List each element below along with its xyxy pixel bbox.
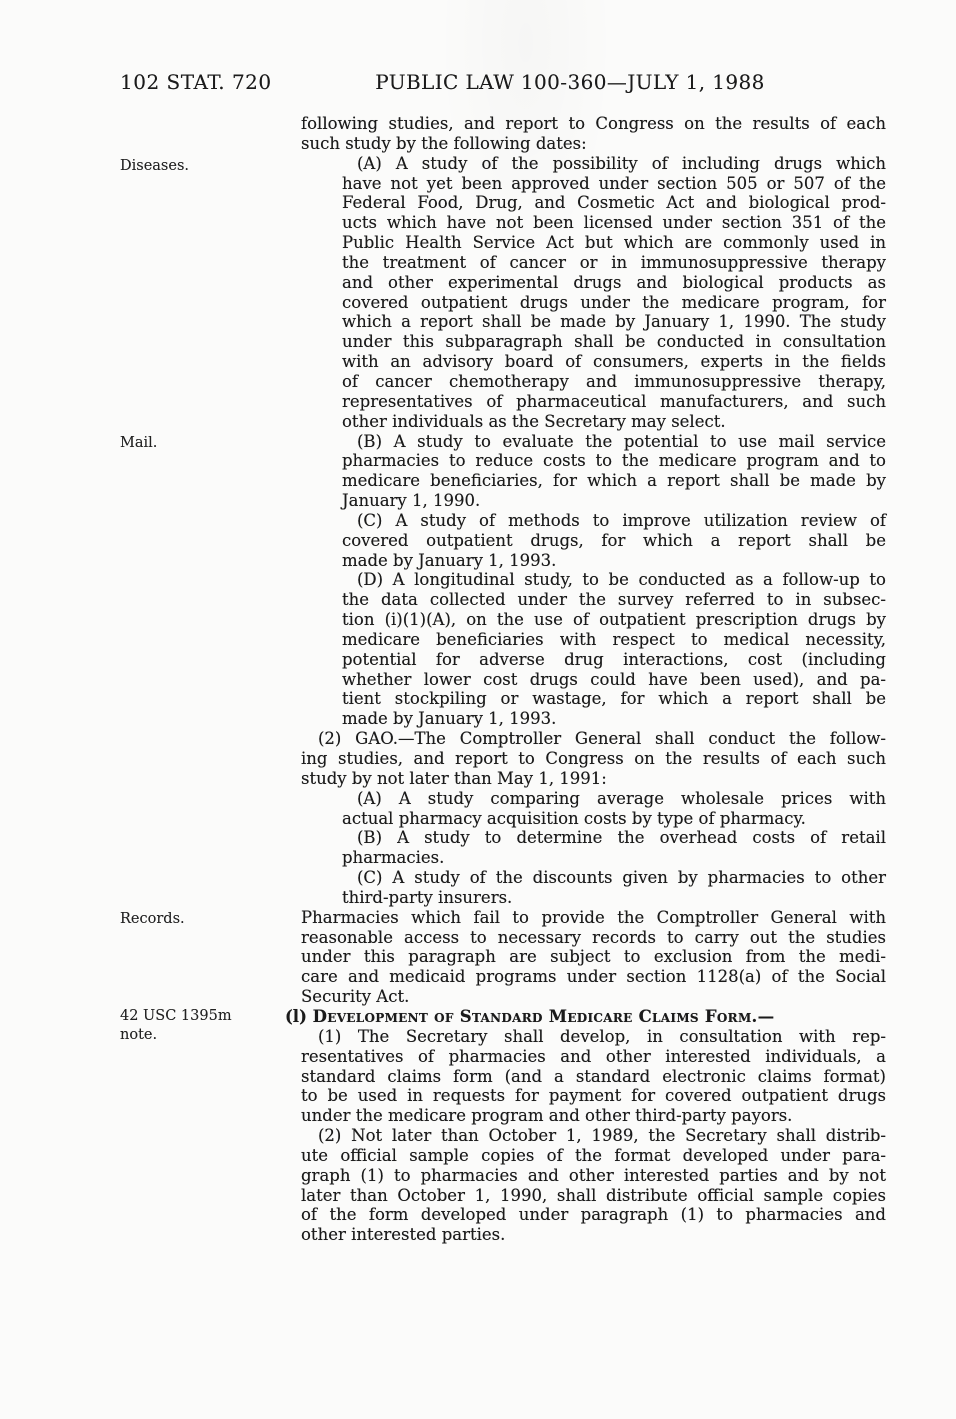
body-line: such study by the following dates:	[301, 133, 587, 153]
heading-line	[285, 1007, 886, 1027]
body-line: standard claims form (and a standard electronic claims format)	[301, 1066, 886, 1086]
body-line: medicare beneficiaries with respect to medical necessity,	[342, 629, 886, 649]
body-line: (1) The Secretary shall develop, in consultation with rep-	[318, 1026, 886, 1046]
subsection-letter: (l)	[285, 1006, 313, 1026]
body-line: January 1, 1990.	[342, 491, 481, 511]
margin-note	[120, 910, 285, 929]
body-line: under the medicare program and other third-party payors.	[301, 1106, 793, 1126]
paragraph	[301, 570, 886, 729]
body-line: the data collected under the survey referred to in subsec-	[342, 590, 886, 610]
paragraph	[301, 908, 886, 1007]
body-line: Public Health Service Act but which are commonly used in	[342, 233, 886, 253]
subsection-heading	[285, 1007, 886, 1027]
margin-note-line: Records.	[120, 911, 185, 927]
body-line: of the form developed under paragraph (1) to pharmacies and	[301, 1205, 886, 1225]
body-line: to be used in requests for payment for covered outpatient drugs	[301, 1086, 886, 1106]
paragraph	[301, 1027, 886, 1126]
body-line: covered outpatient drugs, for which a report shall be	[342, 530, 886, 550]
body-line: later than October 1, 1990, shall distribute official sample copies	[301, 1185, 886, 1205]
body-line: pharmacies to reduce costs to the medicare program and to	[342, 451, 886, 471]
paragraph	[301, 511, 886, 571]
paragraph	[301, 1126, 886, 1245]
body-line: (A) A study comparing average wholesale prices with	[357, 788, 886, 808]
body-line: with an advisory board of consumers, experts in the fields	[342, 352, 886, 372]
body-line: (2) Not later than October 1, 1989, the Secretary shall distrib-	[318, 1126, 886, 1146]
body-line: made by January 1, 1993.	[342, 709, 557, 729]
body-line: reasonable access to necessary records to carry out the studies	[301, 927, 886, 947]
body-line: ing studies, and report to Congress on the results of each such	[301, 749, 886, 768]
body-line: graph (1) to pharmacies and other interested parties and by not	[301, 1165, 886, 1185]
body-line: pharmacies.	[342, 848, 445, 868]
body-line: have not yet been approved under section 505 or 507 of the	[342, 173, 886, 193]
subsection-title: Development of Standard Medicare Claims Form.—	[312, 1006, 775, 1026]
body-line: covered outpatient drugs under the medicare program, for	[342, 292, 886, 312]
margin-note-line: Mail.	[120, 435, 158, 451]
paragraph	[301, 868, 886, 908]
paragraph	[301, 789, 886, 829]
body-line: ucts which have not been licensed under section 351 of the	[342, 213, 886, 233]
margin-note-line: Diseases.	[120, 158, 190, 174]
paragraph	[301, 114, 886, 154]
body-line: (C) A study of the discounts given by pharmacies to other	[357, 868, 886, 888]
body-line: made by January 1, 1993.	[342, 550, 557, 570]
body-column	[285, 114, 886, 1245]
body-line: of cancer chemotherapy and immunosuppressive therapy,	[342, 371, 886, 391]
margin-note	[120, 434, 285, 453]
body-line: tient stockpiling or wastage, for which a report shall be	[342, 689, 886, 709]
body-line: under this paragraph are subject to exclusion from the medi-	[301, 947, 886, 967]
body-line: Federal Food, Drug, and Cosmetic Act and biological prod-	[342, 193, 886, 213]
body-line: medicare beneficiaries, for which a report shall be made by	[342, 471, 886, 491]
body-line: (D) A longitudinal study, to be conducted as a follow-up to	[357, 570, 886, 590]
body-line: Security Act.	[301, 987, 410, 1007]
body-line: the treatment of cancer or in immunosuppressive therapy	[342, 252, 886, 272]
body-line: and other experimental drugs and biological products as	[342, 272, 886, 292]
body-line: (B) A study to evaluate the potential to use mail service	[357, 431, 886, 451]
margin-note-line: note.	[120, 1027, 158, 1043]
body-line: (C) A study of methods to improve utilization review of	[357, 510, 886, 530]
body-line: other individuals as the Secretary may select.	[342, 411, 726, 431]
body-line: third-party insurers.	[342, 887, 513, 907]
body-line: which a report shall be made by January 1, 1990. The study	[342, 312, 886, 332]
body-line: resentatives of pharmacies and other interested individuals, a	[301, 1046, 886, 1066]
body-line: care and medicaid programs under section 1128(a) of the Social	[301, 967, 886, 987]
body-line: other interested parties.	[301, 1225, 506, 1245]
body-line: representatives of pharmaceutical manufacturers, and such	[342, 391, 886, 411]
body-line: following studies, and report to Congress on the results of each	[301, 114, 886, 133]
body-line: study by not later than May 1, 1991:	[301, 768, 607, 788]
paragraph	[301, 828, 886, 868]
margin-note	[120, 1007, 285, 1045]
body-line: ute official sample copies of the format developed under para-	[301, 1145, 886, 1165]
margin-note	[120, 157, 285, 176]
paragraph	[301, 154, 886, 432]
margin-note-line: 42 USC 1395m	[120, 1008, 232, 1024]
body-line: whether lower cost drugs could have been used), and pa-	[342, 669, 886, 689]
body-line: (2) GAO.—The Comptroller General shall conduct the follow-	[318, 729, 886, 749]
body-line: (B) A study to determine the overhead costs of retail	[357, 828, 886, 848]
body-line: potential for adverse drug interactions, cost (including	[342, 649, 886, 669]
stat-page-number: 102 STAT. 720	[120, 70, 272, 94]
body-line: (A) A study of the possibility of including drugs which	[357, 153, 886, 173]
public-law-title: PUBLIC LAW 100-360—JULY 1, 1988	[375, 70, 765, 94]
paragraph	[301, 432, 886, 511]
body-line: Pharmacies which fail to provide the Comptroller General with	[301, 907, 886, 927]
body-line: under this subparagraph shall be conducted in consultation	[342, 332, 886, 352]
body-line: tion (i)(1)(A), on the use of outpatient prescription drugs by	[342, 610, 886, 630]
paragraph	[301, 729, 886, 789]
body-line: actual pharmacy acquisition costs by type of pharmacy.	[342, 808, 806, 828]
